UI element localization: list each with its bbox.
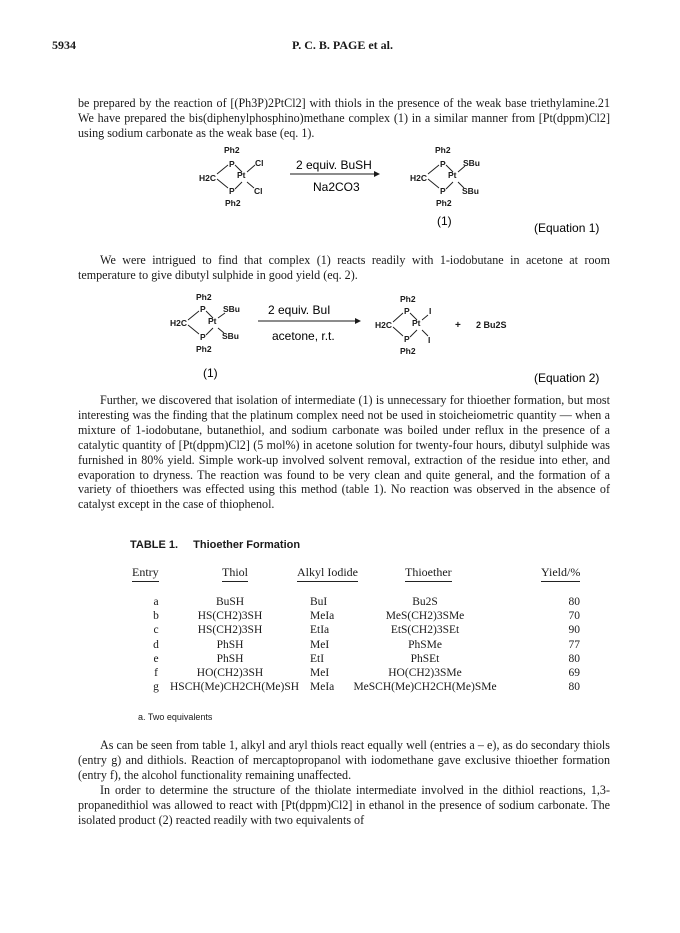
running-title: P. C. B. PAGE et al. [292,38,393,52]
table-cell-alkyl-iodide: MeI [310,638,330,651]
eq2-reactant-pt: Pt [208,316,217,326]
table-row [0,624,680,638]
eq2-product-i2: I [428,335,431,345]
eq2-reagent-top: 2 equiv. BuI [268,303,331,317]
table-cell-yield: 80 [568,681,580,694]
table-cell-yield: 77 [568,638,580,651]
eq1-product-sbu2: SBu [462,186,479,196]
eq2-reagent-bottom: acetone, r.t. [272,329,335,343]
table-cell-entry: g [153,681,159,694]
table-cell-thioether: PhSEt [410,652,440,665]
eq1-reactant-ph-bottom: Ph2 [225,198,241,208]
eq2-reactant-h2c: H2C [170,318,188,328]
table-cell-thiol: PhSH [216,638,244,651]
eq2-reactant-p-bottom: P [200,332,206,342]
table-cell-thiol: HO(CH2)3SH [196,667,264,679]
eq1-reactant-p-top: P [229,159,235,169]
eq2-reactant-sbu2: SBu [222,331,239,341]
table-cell-thiol: HSCH(Me)CH2CH(Me)SH [170,681,300,694]
eq2-product-p-top: P [404,306,410,316]
eq2-product-p-bottom: P [404,334,410,344]
table-cell-entry: a [153,596,159,608]
table-row [0,639,680,653]
table-row [0,610,680,624]
eq1-reactant-h2c: H2C [199,173,217,183]
eq2-product-h2c: H2C [375,320,393,330]
eq1-reactant-pt: Pt [237,170,246,180]
table-cell-thiol: PhSH [216,652,244,665]
eq1-label: (Equation 1) [534,221,600,235]
table-row [0,667,680,681]
eq2-reactant-ph-bottom: Ph2 [196,344,212,354]
table-cell-entry: b [153,610,159,623]
table-cell-alkyl-iodide: MeI [310,667,330,679]
table-header-entry: Entry [132,565,159,582]
eq1-product-sbu1: SBu [463,158,480,168]
table-cell-thioether: MeS(CH2)3SMe [385,610,465,623]
eq1-product-ph-bottom: Ph2 [436,198,452,208]
eq2-product-ph-top: Ph2 [400,294,416,304]
table-header-yield: Yield/% [541,565,580,582]
table-cell-thiol: HS(CH2)3SH [197,610,263,623]
eq1-reactant-cl2: Cl [254,186,263,196]
table-row [0,653,680,667]
table-caption-title: Thioether Formation [193,539,301,551]
table-cell-thiol: BuSH [215,596,245,608]
eq2-coproduct: 2 Bu2S [476,320,507,330]
further-paragraph [78,393,610,512]
table-cell-entry: d [153,638,159,651]
eq2-product-ph-bottom: Ph2 [400,346,416,356]
equation-1-scheme [0,0,680,240]
table-cell-thiol: HS(CH2)3SH [197,624,263,637]
table-footnote: a. Two equivalents [138,712,213,722]
further-text: Further, we discovered that isolation of intermediate (1) is unnecessary for thioether formation, but most interesting was the finding that the platinum complex need not be used in stoicheiometric quantity — when a mixture of 1-iodobutane, butanethiol, and sodium carbonate was boiled under reflux in the presence of a catalytic quantity of [Pt(dppm)Cl2] (5 mol%) in acetone solution for twenty-four hours, dibutyl sulphide was furnished in 80% yield. Simple work-up involved solvent removal, extraction of the residue into ether, and evaporation to dryness. The reaction was found to be very clean and quite general, and the formation of a variety of thioethers was effected using this method (table 1). No reaction was observed in the absence of catalyst except in the case of thiophenol. [78,393,610,512]
table-cell-alkyl-iodide: EtI [310,652,325,665]
eq1-product-p-top: P [440,159,446,169]
table-cell-alkyl-iodide: MeIa [310,681,335,694]
table-cell-alkyl-iodide: EtIa [310,624,330,637]
table-caption [130,539,300,551]
eq1-product-h2c: H2C [410,173,428,183]
table-row [0,596,680,610]
table-row [0,681,680,695]
table-header-alkyl-iodide: Alkyl Iodide [297,565,358,582]
table-cell-yield: 70 [568,610,580,623]
eq2-reactant-p-top: P [200,304,206,314]
eq1-reactant-cl1: Cl [255,158,264,168]
closing-paragraphs [78,738,610,827]
table-cell-thioether: HO(CH2)3SMe [388,667,462,679]
mid-text: We were intrigued to find that complex (1) reacts readily with 1-iodobutane in acetone at room temperature to give dibutyl sulphide in good yield (eq. 2). [78,253,610,282]
eq1-reactant-ph-top: Ph2 [224,145,240,155]
table-cell-yield: 69 [568,667,580,679]
table-cell-thioether: MeSCH(Me)CH2CH(Me)SMe [353,681,497,694]
eq1-product-ph-top: Ph2 [435,145,451,155]
eq1-product-label: (1) [437,214,452,228]
table-cell-thioether: Bu2S [412,596,438,608]
eq2-reactant-label: (1) [203,366,218,380]
table-cell-yield: 90 [568,624,580,637]
eq1-reagent-top: 2 equiv. BuSH [296,158,372,172]
table-cell-thioether: EtS(CH2)3SEt [390,624,460,637]
table-cell-entry: e [153,652,159,665]
table-cell-alkyl-iodide: MeIa [310,610,335,623]
eq1-reagent-bottom: Na2CO3 [313,180,360,194]
page-number: 5934 [52,38,76,52]
eq1-reactant-p-bottom: P [229,186,235,196]
mid-paragraph [78,253,610,283]
intro-text: be prepared by the reaction of [(Ph3P)2PtCl2] with thiols in the presence of the weak base triethylamine.21 We have prepared the bis(diphenylphosphino)methane complex (1) in a similar manner from [Pt(dppm)Cl2] using sodium carbonate as the weak base (eq. 1). [78,96,610,140]
table-cell-yield: 80 [568,652,580,665]
table-caption-label: TABLE 1. [130,539,179,551]
table-cell-thioether: PhSMe [408,638,442,651]
table-cell-entry: f [154,667,158,679]
table-cell-yield: 80 [568,596,580,608]
eq2-reactant-ph-top: Ph2 [196,292,212,302]
table-cell-alkyl-iodide: BuI [310,596,328,608]
eq2-product-pt: Pt [412,318,421,328]
closing-text-1: As can be seen from table 1, alkyl and aryl thiols react equally well (entries a – e), as do secondary thiols (entry g) and dithiols. Reaction of mercaptopropanol with iodomethane gave exclusive thioether formation (entry f), the alcohol functionality remaining unaffected. [78,738,610,782]
eq2-product-i1: I [429,306,432,316]
closing-text-2: In order to determine the structure of the thiolate intermediate involved in the dithiol reactions, 1,3-propanedithiol was allowed to react with [Pt(dppm)Cl2] in ethanol in the presence of sodium carbonate. The isolated product (2) reacted readily with two equivalents of [78,782,610,827]
equation-2-scheme [0,280,680,400]
eq1-product-p-bottom: P [440,186,446,196]
eq2-plus-sign: + [455,320,461,331]
table-header-thiol: Thiol [222,565,248,582]
eq2-label: (Equation 2) [534,371,600,385]
eq2-reactant-sbu1: SBu [223,304,240,314]
eq1-product-pt: Pt [448,170,457,180]
table-cell-entry: c [153,624,159,637]
table-header-thioether: Thioether [405,565,452,582]
